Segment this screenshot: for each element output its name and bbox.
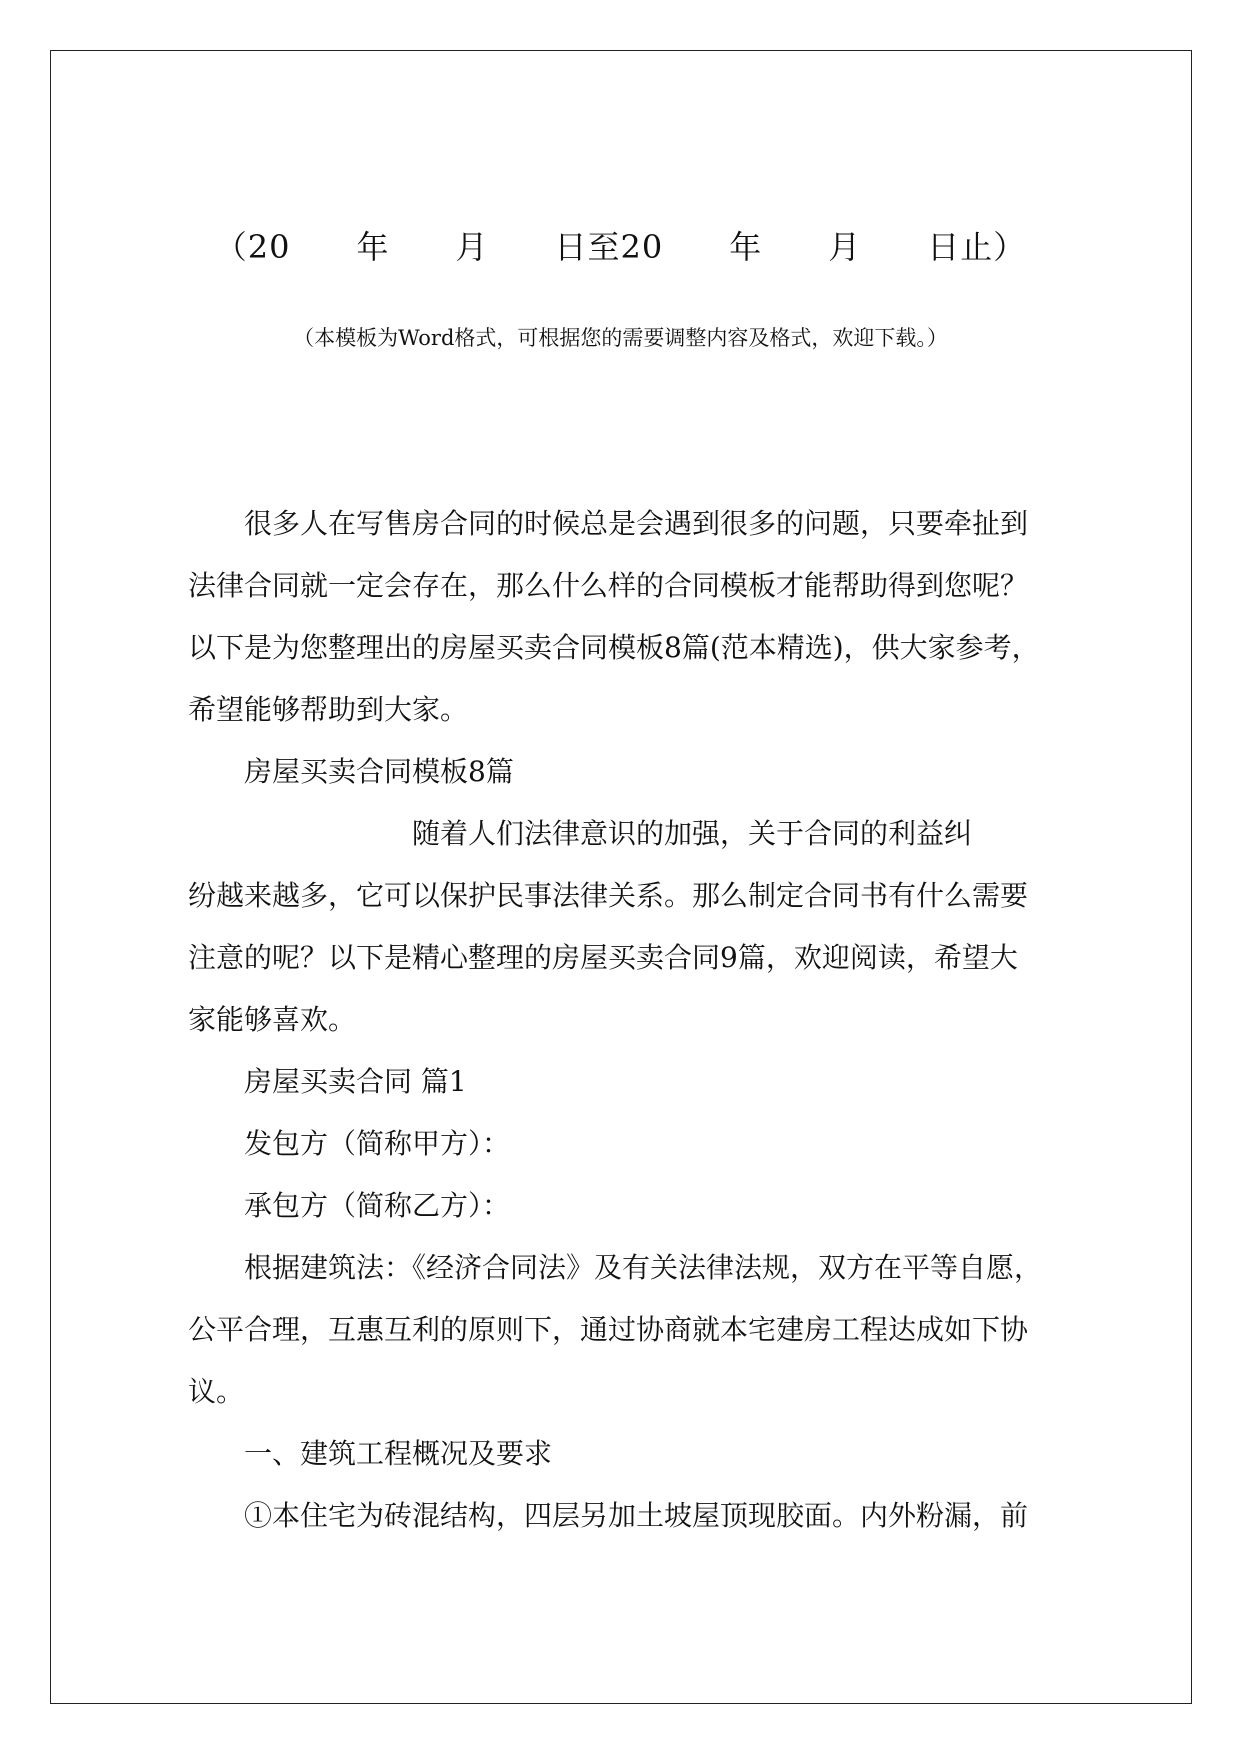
body-line: 注意的呢？以下是精心整理的房屋买卖合同9篇，欢迎阅读，希望大 xyxy=(188,941,1018,974)
body-line: 根据建筑法：《经济合同法》及有关法律法规，双方在平等自愿， xyxy=(188,1251,1043,1284)
template-note: （本模板为Word格式，可根据您的需要调整内容及格式，欢迎下载。） xyxy=(293,326,948,350)
contract-title: 房屋买卖合同 篇1 xyxy=(188,1065,467,1098)
body-line: 公平合理，互惠互利的原则下，通过协商就本宅建房工程达成如下协 xyxy=(188,1313,1029,1346)
clause-heading: 一、建筑工程概况及要求 xyxy=(188,1437,553,1470)
party-b-line: 承包方（简称乙方）： xyxy=(188,1189,511,1222)
body-line: 以下是为您整理出的房屋买卖合同模板8篇(范本精选)，供大家参考， xyxy=(188,631,1040,664)
body-line: 法律合同就一定会存在，那么什么样的合同模板才能帮助得到您呢？ xyxy=(188,569,1029,602)
body-line: 纷越来越多，它可以保护民事法律关系。那么制定合同书有什么需要 xyxy=(188,879,1029,912)
body-line: 希望能够帮助到大家。 xyxy=(188,693,469,726)
body-line: 很多人在写售房合同的时候总是会遇到很多的问题，只要牵扯到 xyxy=(188,507,1029,540)
party-a-line: 发包方（简称甲方）： xyxy=(188,1127,511,1160)
body-line: 家能够喜欢。 xyxy=(188,1003,357,1036)
section-heading: 房屋买卖合同模板8篇 xyxy=(188,755,514,788)
body-line: 议。 xyxy=(188,1375,245,1408)
date-range-heading: （20 年 月 日至20 年 月 日止） xyxy=(214,228,1027,266)
body-line: 随着人们法律意识的加强，关于合同的利益纠 xyxy=(188,817,973,850)
body-line: ①本住宅为砖混结构，四层另加土坡屋顶现胶面。内外粉漏，前 xyxy=(188,1499,1029,1532)
